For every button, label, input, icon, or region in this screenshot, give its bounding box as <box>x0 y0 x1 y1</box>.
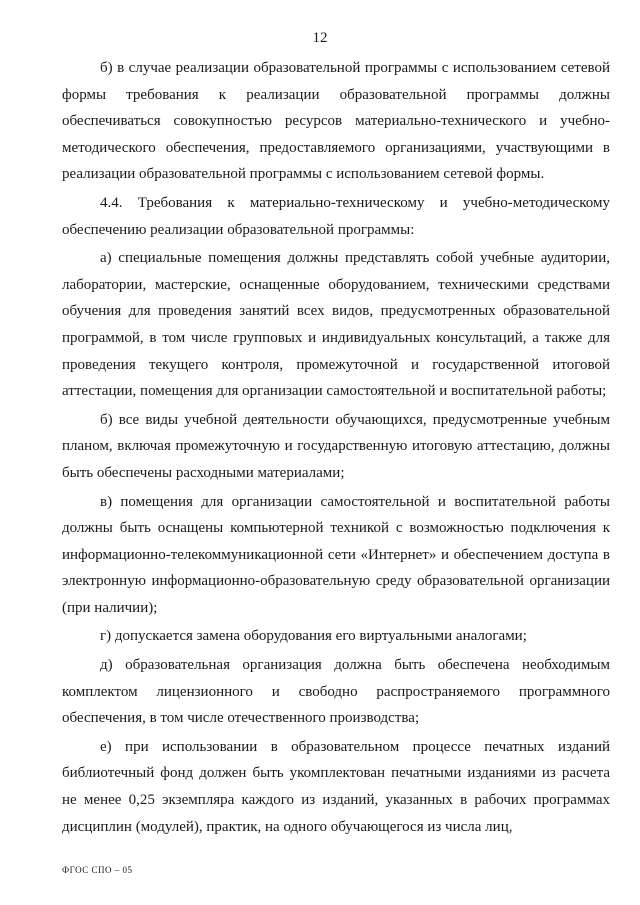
page-number: 12 <box>312 30 328 46</box>
paragraph-software: д) образовательная организация должна быть обеспечена необходимым комплектом лицензионного и свободно распространяемого программного обеспечения, в том числе отечественного производства; <box>62 657 610 727</box>
paragraph-library-fund: е) при использовании в образовательном процессе печатных изданий библиотечный фонд должен быть укомплектован печатными изданиями из расчета не менее 0,25 экземпляра каждого из изданий, указанных в рабочих программах дисциплин (модулей), практик, на одного обучающегося из числа лиц, <box>62 738 610 835</box>
paragraph-special-rooms: а) специальные помещения должны представлять собой учебные аудитории, лаборатории, мастерские, оснащенные оборудованием, техническими средствами обучения для проведения занятий всех видов, предусмотренных образовательной программой, в том числе групповых и индивидуальных консультаций, а также для проведения текущего контроля, промежуточной и государственной итоговой аттестации, помещения для организации самостоятельной и воспитательной работы; <box>62 250 610 400</box>
page-footer: ФГОС СПО – 05 <box>62 865 133 875</box>
paragraph-4-4-heading: 4.4. Требования к материально-техническому и учебно-методическому обеспечению реализации образовательной программы: <box>62 194 610 238</box>
paragraph-internet-access: в) помещения для организации самостоятельной и воспитательной работы должны быть оснащены компьютерной техникой с возможностью подключения к информационно-телекоммуникационной сети «Интернет» и обеспечением доступа в электронную информационно-образовательную среду образовательной организации (при наличии); <box>62 493 610 616</box>
paragraph-consumables: б) все виды учебной деятельности обучающихся, предусмотренные учебным планом, включая промежуточную и государственную итоговую аттестацию, должны быть обеспечены расходными материалами; <box>62 411 610 481</box>
paragraph-virtual-analogs: г) допускается замена оборудования его виртуальными аналогами; <box>100 628 527 645</box>
paragraph-network-form: б) в случае реализации образовательной программы с использованием сетевой формы требования к реализации образовательной программы должны обеспечиваться совокупностью ресурсов материально-технического и учебно-методического обеспечения, предоставляемого организациями, участвующими в реализации образовательной программы с использованием сетевой формы. <box>62 60 610 183</box>
document-body <box>62 55 610 840</box>
